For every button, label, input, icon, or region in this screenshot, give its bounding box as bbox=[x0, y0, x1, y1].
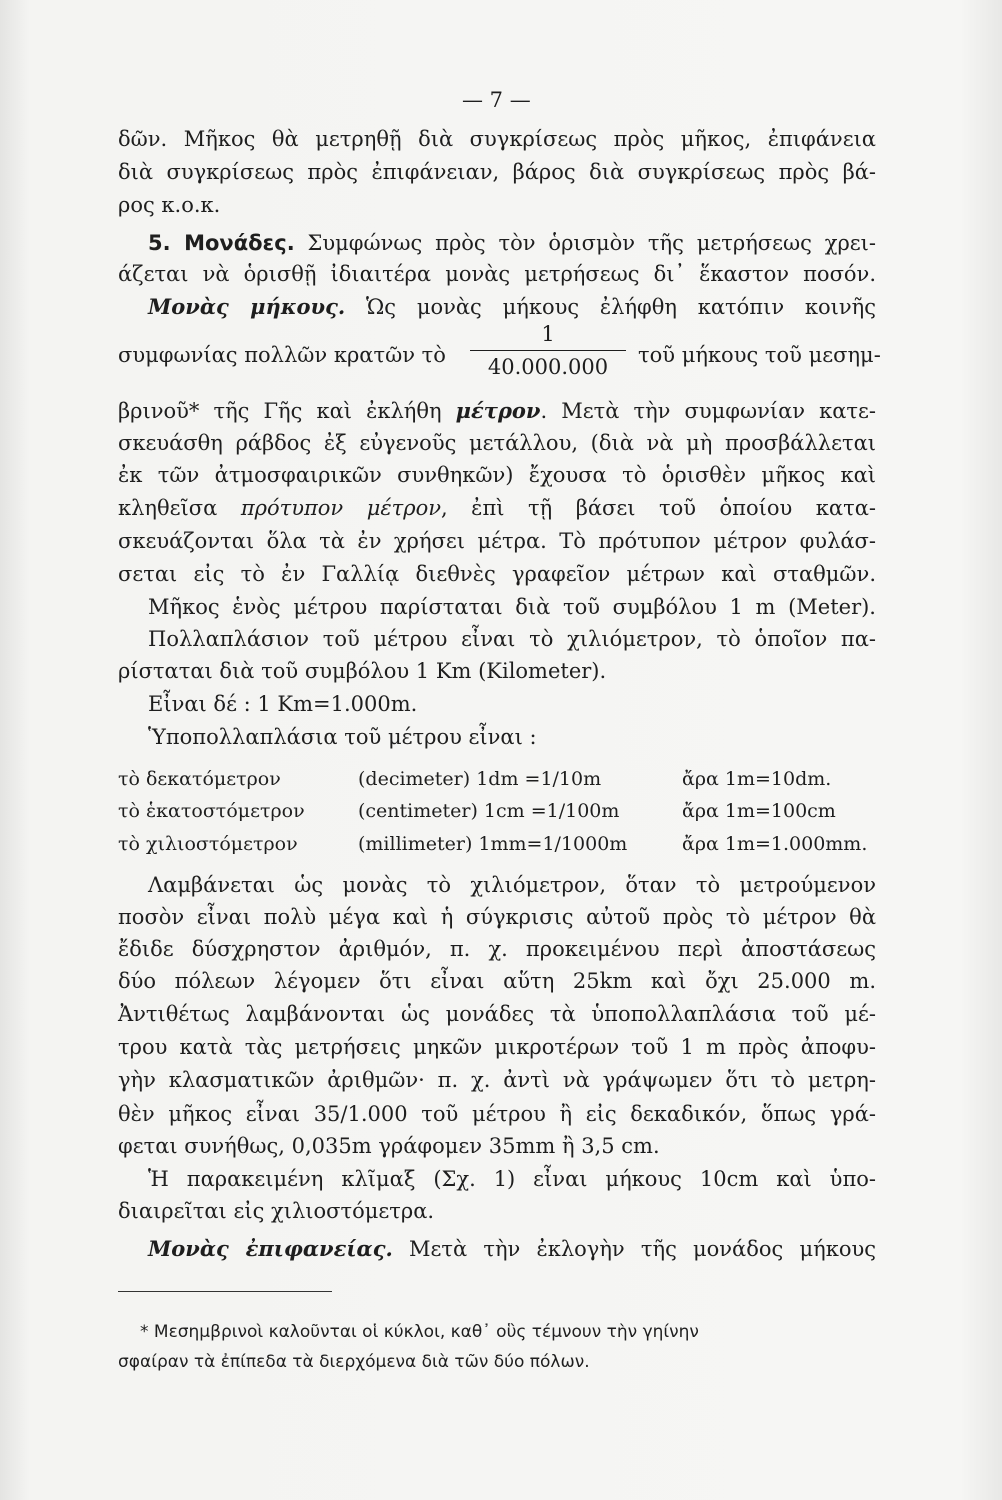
subheading: Μονὰς ἐπιφανείας. bbox=[148, 1236, 393, 1261]
text-line: τρου κατὰ τὰς μετρήσεις μηκῶν μικροτέρων τοῦ 1 m πρὸς ἀποφυ- bbox=[118, 1035, 876, 1059]
fraction-bar bbox=[470, 350, 626, 351]
text-run: Συμφώνως πρὸς τὸν ὁρισμὸν τῆς μετρήσεως χρει- bbox=[307, 231, 876, 255]
footnote-line: * Μεσημβρινοὶ καλοῦνται οἱ κύκλοι, καθ᾿ οὓς τέμνουν τὴν γηίνην bbox=[140, 1322, 699, 1342]
text-line: σκευάζονται ὅλα τὰ ἐν χρήσει μέτρα. Τὸ πρότυπον μέτρον φυλάσ- bbox=[118, 529, 876, 553]
text-run: Ὡς μονὰς μήκους ἐλήφθη κατόπιν κοινῆς bbox=[366, 295, 876, 319]
unit-conversion: ἄρα 1m=10dm. bbox=[682, 768, 832, 790]
section-heading-line bbox=[148, 228, 876, 258]
text-line: φεται συνήθως, 0,035m γράφομεν 35mm ἢ 3,5 cm. bbox=[118, 1134, 660, 1158]
text-line: γὴν κλασματικῶν ἀριθμῶν· π. χ. ἀντὶ νὰ γράψωμεν ὅτι τὸ μετρη- bbox=[118, 1068, 876, 1092]
text-line bbox=[118, 493, 876, 523]
subheading-line bbox=[148, 1234, 876, 1264]
text-run: , ἐπὶ τῇ βάσει τοῦ ὁποίου κατα- bbox=[441, 496, 876, 520]
subheading-line bbox=[148, 292, 876, 322]
unit-definition: (decimeter) 1dm =1/10m bbox=[358, 768, 602, 790]
fraction-denominator: 40.000.000 bbox=[487, 355, 609, 379]
footnote-line: σφαίραν τὰ ἐπίπεδα τὰ διερχόμενα διὰ τῶν δύο πόλων. bbox=[118, 1352, 590, 1372]
text-line: δῶν. Μῆκος θὰ μετρηθῇ διὰ συγκρίσεως πρὸς μῆκος, ἐπιφάνεια bbox=[118, 127, 876, 151]
text-line: σκευάσθη ράβδος ἐξ εὐγενοῦς μετάλλου, (διὰ νὰ μὴ προσβάλλεται bbox=[118, 431, 876, 455]
emphasis: πρότυπον μέτρον bbox=[240, 496, 441, 520]
text-line: ρος κ.ο.κ. bbox=[118, 193, 221, 217]
text-line-right: τοῦ μήκους τοῦ μεσημ- bbox=[638, 343, 881, 367]
text-run: . Μετὰ τὴν συμφωνίαν κατε- bbox=[540, 399, 876, 423]
text-line: ποσὸν εἶναι πολὺ μέγα καὶ ἡ σύγκρισις αὐτοῦ πρὸς τὸ μέτρον θὰ bbox=[118, 905, 876, 929]
text-line: Ὑποπολλαπλάσια τοῦ μέτρου εἶναι : bbox=[148, 725, 537, 749]
fraction bbox=[470, 322, 626, 379]
unit-definition: (centimeter) 1cm =1/100m bbox=[358, 800, 620, 822]
fraction-numerator: 1 bbox=[541, 322, 555, 346]
unit-name: τὸ χιλιοστόμετρον bbox=[118, 833, 298, 855]
text-line: δύο πόλεων λέγομεν ὅτι εἶναι αὕτη 25km καὶ ὄχι 25.000 m. bbox=[118, 969, 876, 993]
text-line: ρίσταται διὰ τοῦ συμβόλου 1 Km (Kilometer). bbox=[118, 659, 607, 683]
text-line: ἔδιδε δύσχρηστον ἀριθμόν, π. χ. προκειμένου περὶ ἀποστάσεως bbox=[118, 937, 876, 961]
text-run: κληθεῖσα bbox=[118, 496, 218, 520]
text-line: διαιρεῖται εἰς χιλιοστόμετρα. bbox=[118, 1199, 435, 1223]
text-line-left: συμφωνίας πολλῶν κρατῶν τὸ bbox=[118, 343, 446, 367]
emphasis: μέτρον bbox=[455, 398, 541, 423]
subheading: Μονὰς μήκους. bbox=[148, 294, 346, 319]
text-line: Εἶναι δέ : 1 Km=1.000m. bbox=[148, 692, 418, 716]
unit-conversion: ἄρα 1m=100cm bbox=[682, 800, 836, 822]
text-line: ἐκ τῶν ἀτμοσφαιρικῶν συνθηκῶν) ἔχουσα τὸ ὁρισθὲν μῆκος καὶ bbox=[118, 463, 876, 487]
text-line: Ἀντιθέτως λαμβάνονται ὡς μονάδες τὰ ὑποπολλαπλάσια τοῦ μέ- bbox=[118, 1002, 876, 1026]
unit-definition: (millimeter) 1mm=1/1000m bbox=[358, 833, 628, 855]
text-line: άζεται νὰ ὁρισθῇ ἰδιαιτέρα μονὰς μετρήσεως δι᾿ ἕκαστον ποσόν. bbox=[118, 262, 876, 286]
text-line: Λαμβάνεται ὡς μονὰς τὸ χιλιόμετρον, ὅταν τὸ μετρούμενον bbox=[148, 873, 876, 897]
section-heading: 5. Μονάδες. bbox=[148, 231, 295, 255]
text-line: θὲν μῆκος εἶναι 35/1.000 τοῦ μέτρου ἢ εἰς δεκαδικόν, ὅπως γρά- bbox=[118, 1102, 876, 1126]
text-run: Μετὰ τὴν ἐκλογὴν τῆς μονάδος μήκους bbox=[408, 1237, 876, 1261]
unit-name: τὸ δεκατόμετρον bbox=[118, 768, 281, 790]
unit-conversion: ἄρα 1m=1.000mm. bbox=[682, 833, 868, 855]
book-page: — 7 — δῶν. Μῆκος θὰ μετρηθῇ διὰ συγκρίσεως πρὸς μῆκος, ἐπιφάνεια διὰ συγκρίσεως πρὸς ἐπιφάνειαν, βάρος διὰ συγκρίσεως πρὸς βά- ρος κ.ο.κ. 5. Μονάδες. Συμφώνως πρὸς τὸν ὁρισμὸν τῆς μετρήσεως χρει- άζεται νὰ ὁρισθῇ ἰδιαιτέρα μονὰς μετρήσεως δι᾿ ἕκαστον ποσόν. Μονὰς μήκους. Ὡς μονὰς μήκους ἐλήφθη κατόπιν κοινῆς συμφωνίας πολλῶν κρατῶν τὸ 1 40.000.000 τοῦ μήκους τοῦ μεσημ- βρινοῦ* τῆς Γῆς καὶ ἐκλήθη μέτρον. Μετὰ τὴν συμφωνίαν κατε- σκευάσθη ράβδος ἐξ εὐγενοῦς μετάλλου, (διὰ νὰ μὴ προσβάλλεται ἐκ τῶν ἀτμοσφαιρικῶν συνθηκῶν) ἔχουσα τὸ ὁρισθὲν μῆκος καὶ κληθεῖσα πρότυπον μέτρον, ἐπὶ τῇ βάσει τοῦ ὁποίου κατα- σκευάζονται ὅλα τὰ ἐν χρήσει μέτρα. Τὸ πρότυπον μέτρον φυλάσ- σεται εἰς τὸ ἐν Γαλλίᾳ διεθνὲς γραφεῖον μέτρων καὶ σταθμῶν. Μῆκος ἑνὸς μέτρου παρίσταται διὰ τοῦ συμβόλου 1 m (Meter). Πολλαπλάσιον τοῦ μέτρου εἶναι τὸ χιλιόμετρον, τὸ ὁποῖον πα- ρίσταται διὰ τοῦ συμβόλου 1 Km (Kilometer). Εἶναι δέ : 1 Km=1.000m. Ὑποπολλαπλάσια τοῦ μέτρου εἶναι : τὸ δεκατόμετρον (decimeter) 1dm =1/10m ἄρα 1m=10dm. τὸ ἑκατοστόμετρον (centimeter) 1cm =1/100m ἄρα 1m=100cm τὸ χιλιοστόμετρον (millimeter) 1mm=1/1000m ἄρα 1m=1.000mm. Λαμβάνεται ὡς μονὰς τὸ χιλιόμετρον, ὅταν τὸ μετρούμενον ποσὸν εἶναι πολὺ μέγα καὶ ἡ σύγκρισις αὐτοῦ πρὸς τὸ μέτρον θὰ ἔδιδε δύσχρηστον ἀριθμόν, π. χ. προκειμένου περὶ ἀποστάσεως δύο πόλεων λέγομεν ὅτι εἶναι αὕτη 25km καὶ ὄχι 25.000 m. Ἀντιθέτως λαμβάνονται ὡς μονάδες τὰ ὑποπολλαπλάσια τοῦ μέ- τρου κατὰ τὰς μετρήσεις μηκῶν μικροτέρων τοῦ 1 m πρὸς ἀποφυ- γὴν κλασματικῶν ἀριθμῶν· π. χ. ἀντὶ νὰ γράψωμεν ὅτι τὸ μετρη- θὲν μῆκος εἶναι 35/1.000 τοῦ μέτρου ἢ εἰς δεκαδικόν, ὅπως γρά- φεται συνήθως, 0,035m γράφομεν 35mm ἢ 3,5 cm. Ἡ παρακειμένη κλῖμαξ (Σχ. 1) εἶναι μήκους 10cm καὶ ὑπο- διαιρεῖται εἰς χιλιοστόμετρα. Μονὰς ἐπιφανείας. Μετὰ τὴν ἐκλογὴν τῆς μονάδος μήκους * Μεσημβρινοὶ καλοῦνται οἱ κύκλοι, καθ᾿ οὓς τέμνουν τὴν γηίνην σφαίραν τὰ ἐπίπεδα τὰ διερχόμενα διὰ τῶν δύο πόλων. bbox=[0, 0, 1002, 1500]
text-line: Ἡ παρακειμένη κλῖμαξ (Σχ. 1) εἶναι μήκους 10cm καὶ ὑπο- bbox=[148, 1167, 876, 1191]
text-line: Πολλαπλάσιον τοῦ μέτρου εἶναι τὸ χιλιόμετρον, τὸ ὁποῖον πα- bbox=[148, 627, 876, 651]
text-line: σεται εἰς τὸ ἐν Γαλλίᾳ διεθνὲς γραφεῖον μέτρων καὶ σταθμῶν. bbox=[118, 562, 876, 586]
text-run: βρινοῦ* τῆς Γῆς καὶ ἐκλήθη bbox=[118, 399, 442, 423]
text-line: διὰ συγκρίσεως πρὸς ἐπιφάνειαν, βάρος διὰ συγκρίσεως πρὸς βά- bbox=[118, 160, 876, 184]
unit-name: τὸ ἑκατοστόμετρον bbox=[118, 800, 305, 822]
footnote-rule bbox=[118, 1291, 332, 1292]
text-line: Μῆκος ἑνὸς μέτρου παρίσταται διὰ τοῦ συμβόλου 1 m (Meter). bbox=[148, 595, 876, 619]
text-line bbox=[118, 396, 876, 426]
